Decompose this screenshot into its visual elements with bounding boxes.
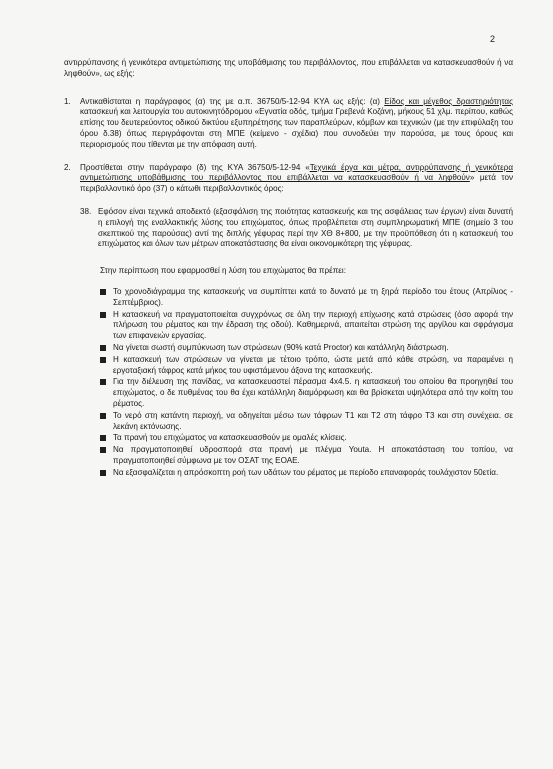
- square-bullet-icon: [100, 289, 106, 295]
- requirements-list: [64, 287, 513, 479]
- list-item: [100, 377, 513, 409]
- item-body: [80, 97, 513, 151]
- sub-item-text: Εφόσον είναι τεχνικά αποδεκτό (εξασφάλιση της ποιότητας κατασκευής και της ασφάλειας των έργων) είναι δυνατή η επιλογή της εναλλακτικής λύσης του επιχώματος, όπως προβλέπεται στη συμπληρωματική ΜΠΕ (σημείο 3 του σκεπτικού της παρούσας) αντί της διπλής γέφυρας περί την ΧΘ 8+800, με την προϋπόθεση ότι η κατασκευή του επιχώματος και όλων των μέτρων αποκατάστασης θα είναι οικονομικότερη της γέφυρας.: [98, 206, 513, 249]
- square-bullet-icon: [100, 345, 106, 351]
- item-body: [80, 163, 513, 195]
- sub-item-38: [80, 207, 513, 250]
- square-bullet-icon: [100, 357, 106, 363]
- item-text-after: κατασκευή και λειτουργία του αυτοκινητόδρομου «Εγνατία οδός, τμήμα Γρεβενά Κοζάνη, μήκους 51 χλμ. περίπου, καθώς επίσης του δευτερεύοντος οδικού δικτύου εξυπηρέτησης των παραπλεύρων, κόμβων και τεχνικών (με την επιφύλαξη του όρου δ.38) όπως περιγράφονται στη ΜΠΕ (κείμενο - σχέδια) που συνοδεύει την παρούσα, με τους όρους και περιορισμούς που τίθενται με την απόφαση αυτή.: [80, 107, 513, 149]
- item-number: 1.: [64, 96, 71, 106]
- list-item: [100, 287, 513, 309]
- square-bullet-icon: [100, 379, 106, 385]
- list-item-text: Να πραγματοποιηθεί υδροσπορά στα πρανή με πλέγμα Youta. Η αποκατάσταση του τοπίου, να πραγματοποιηθεί σύμφωνα με τον ΟΣΑΤ της ΕΟΑΕ.: [113, 445, 513, 465]
- list-item: [100, 355, 513, 377]
- case-paragraph: Στην περίπτωση που εφαρμοσθεί η λύση του επιχώματος θα πρέπει:: [100, 266, 346, 276]
- sub-item-number: 38.: [80, 206, 92, 216]
- list-item: [100, 468, 513, 479]
- square-bullet-icon: [100, 435, 106, 441]
- item-text-after: » μετά τον περιβαλλοντικό όρο (37) ο κάτωθι περιβαλλοντικός όρος:: [80, 173, 513, 194]
- page-number: 2: [489, 34, 495, 44]
- intro-paragraph: αντιρρύπανσης ή γενικότερα αντιμετώπισης της υποβάθμισης του περιβάλλοντος, που επιβάλλεται να κατασκευασθούν ή να ληφθούν», ως εξής:: [64, 58, 513, 78]
- list-item-text: Τα πρανή του επιχώματος να κατασκευασθούν με ομαλές κλίσεις.: [113, 433, 347, 443]
- list-item-text: Το νερό στη κατάντη περιοχή, να οδηγείται μέσω των τάφρων Τ1 και Τ2 στη τάφρο Τ3 και στη συνέχεια. σε λεκάνη εκτόνωσης.: [113, 410, 513, 431]
- item-underlined-text: Είδος και μέγεθος δραστηριότητας: [384, 96, 513, 106]
- square-bullet-icon: [100, 312, 106, 318]
- item-underlined-text: Τεχνικά έργα και μέτρα, αντιρρύπανσης ή γενικότερα αντιμετώπισης υποβάθμισης του περιβάλλοντος που επιβάλλεται να κατασκευασθούν ή να ληφθούν: [80, 162, 513, 183]
- list-item: [100, 411, 513, 433]
- list-item: [100, 433, 513, 444]
- list-item: [100, 445, 513, 467]
- list-item-text: Το χρονοδιάγραμμα της κατασκευής να συμπίπτει κατά το δυνατό με τη ξηρά περίοδο του έτους (Απρίλιος - Σεπτέμβριος).: [113, 286, 513, 307]
- list-item-text: Η κατασκευή των στρώσεων να γίνεται με τέτοιο τρόπο, ώστε μετά από κάθε στρώση, να παραμένει η εργοταξιακή τάφρος κατά μήκος του υφιστάμενου άξονα της κατασκευής.: [113, 354, 513, 375]
- list-item-text: Για την διέλευση της πανίδας, να κατασκευαστεί πέρασμα 4x4.5. η κατασκευή του οποίου θα προηγηθεί του επιχώματος, ο δε πυθμένας του θα έχει κατάλληλη διαμόρφωση και θα βρίσκεται υψηλότερα από την κοίτη του ρέματος.: [113, 377, 513, 408]
- list-item-text: Να εξασφαλίζεται η απρόσκοπτη ροή των υδάτων του ρέματος με περίοδο επαναφοράς τουλάχιστον 50ετία.: [113, 467, 499, 477]
- list-item-text: Η κατασκευή να πραγματοποιείται συγχρόνως σε όλη την περιοχή επίχωσης κατά στρώσεις (όσο αφορά την πλήρωση του ρέματος και την έδραση της οδού). Καθημερινά, απαιτείται στρώση της αργίλου και σφράγισμα των επιφανειών εργασίας.: [113, 309, 513, 341]
- square-bullet-icon: [100, 413, 106, 419]
- item-text-before: Αντικαθίσταται η παράγραφος (α) της με α.π. 36750/5-12-94 ΚΥΑ ως εξής: (α): [80, 96, 385, 106]
- list-item: [100, 343, 513, 354]
- square-bullet-icon: [100, 470, 106, 476]
- list-item-text: Να γίνεται σωστή συμπύκνωση των στρώσεων (90% κατά Proctor) και κατάλληλη διάστρωση.: [113, 342, 449, 352]
- list-item: [100, 310, 513, 342]
- square-bullet-icon: [100, 447, 106, 453]
- numbered-item-1: [64, 97, 513, 151]
- item-number: 2.: [64, 162, 71, 172]
- numbered-item-2: [64, 163, 513, 195]
- item-text-before: Προστίθεται στην παράγραφο (δ) της ΚΥΑ 36750/5-12-94 «: [80, 162, 310, 172]
